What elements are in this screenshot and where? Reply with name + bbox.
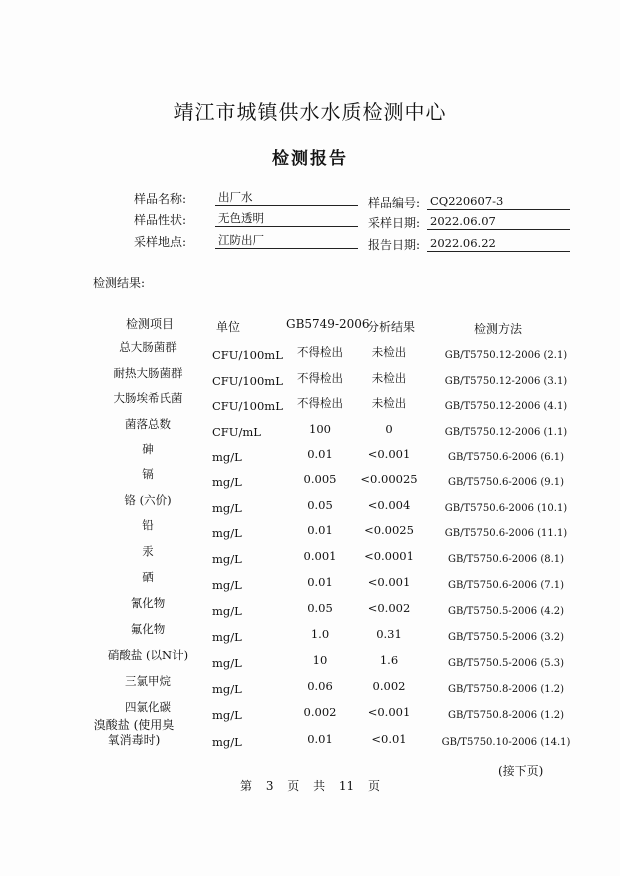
row-item: 菌落总数 xyxy=(125,417,171,431)
row-result: 未检出 xyxy=(371,345,407,359)
row-result: <0.002 xyxy=(367,601,411,615)
row-method: GB/T5750.8-2006 (1.2) xyxy=(447,684,565,695)
row-standard: 0.002 xyxy=(303,705,337,719)
row-result: 0.002 xyxy=(372,679,406,693)
header-standard: GB5749-2006 xyxy=(286,317,370,331)
row-item: 四氯化碳 xyxy=(125,700,171,714)
org-name: 靖江市城镇供水水质检测中心 xyxy=(173,100,447,124)
row-standard: 不得检出 xyxy=(297,396,343,410)
row-unit: mg/L xyxy=(212,578,242,592)
row-standard: 0.01 xyxy=(307,732,333,746)
row-method: GB/T5750.8-2006 (1.2) xyxy=(447,710,565,721)
row-result: 未检出 xyxy=(371,371,407,385)
sample-site-label: 采样地点: xyxy=(133,235,186,249)
sample-name-value: 出厂水 xyxy=(215,190,358,206)
row-unit: mg/L xyxy=(212,735,242,749)
row-item: 铅 xyxy=(142,518,154,532)
row-result: 0 xyxy=(385,422,393,436)
row-result: <0.0025 xyxy=(364,523,414,537)
row-result: 未检出 xyxy=(371,396,407,410)
row-item: 大肠埃希氏菌 xyxy=(113,391,183,405)
row-unit: mg/L xyxy=(212,630,242,644)
row-result: <0.0001 xyxy=(364,549,414,563)
page-number: 第 3 页 共 11 页 xyxy=(240,779,380,793)
row-result: <0.001 xyxy=(367,447,411,461)
results-label: 检测结果: xyxy=(93,276,146,290)
sample-name-label: 样品名称: xyxy=(133,192,186,206)
row-unit: CFU/100mL xyxy=(212,348,283,362)
row-standard: 0.05 xyxy=(307,601,333,615)
row-unit: mg/L xyxy=(212,475,242,489)
row-standard: 0.05 xyxy=(307,498,333,512)
row-method: GB/T5750.12-2006 (4.1) xyxy=(444,401,568,412)
report-title: 检测报告 xyxy=(272,149,348,169)
sample-date-label: 采样日期: xyxy=(367,216,420,230)
row-standard: 0.005 xyxy=(303,472,337,486)
row-method: GB/T5750.6-2006 (11.1) xyxy=(444,528,568,539)
sample-no-value: CQ220607-3 xyxy=(427,194,570,210)
header-result: 分析结果 xyxy=(367,320,416,334)
row-result: <0.004 xyxy=(367,498,411,512)
row-result: <0.01 xyxy=(371,732,407,746)
row-standard: 0.001 xyxy=(303,549,337,563)
row-standard: 0.01 xyxy=(307,523,333,537)
row-item: 氟化物 xyxy=(130,622,166,636)
row-unit: CFU/100mL xyxy=(212,399,283,413)
sample-date-value: 2022.06.07 xyxy=(427,214,570,230)
sample-no-label: 样品编号: xyxy=(367,196,420,210)
row-unit: mg/L xyxy=(212,682,242,696)
row-method: GB/T5750.6-2006 (6.1) xyxy=(447,452,565,463)
row-result: 0.31 xyxy=(376,627,402,641)
row-unit: mg/L xyxy=(212,656,242,670)
row-method: GB/T5750.6-2006 (7.1) xyxy=(447,580,565,591)
sample-state-label: 样品性状: xyxy=(133,213,186,227)
row-method: GB/T5750.6-2006 (10.1) xyxy=(444,503,568,514)
row-standard: 0.01 xyxy=(307,575,333,589)
row-method: GB/T5750.10-2006 (14.1) xyxy=(441,737,571,748)
continued-note: (接下页) xyxy=(498,764,544,778)
row-unit: mg/L xyxy=(212,526,242,540)
row-item: 镉 xyxy=(142,467,154,481)
row-result: <0.001 xyxy=(367,705,411,719)
report-date-label: 报告日期: xyxy=(367,238,420,252)
row-unit: CFU/100mL xyxy=(212,374,283,388)
row-item: 砷 xyxy=(142,442,154,456)
header-unit: 单位 xyxy=(216,320,241,334)
row-standard: 不得检出 xyxy=(297,345,343,359)
row-result: <0.001 xyxy=(367,575,411,589)
header-method: 检测方法 xyxy=(474,322,523,336)
row-unit: CFU/mL xyxy=(212,425,261,439)
row-item: 总大肠菌群 xyxy=(119,340,177,354)
sample-site-value: 江防出厂 xyxy=(215,233,358,249)
row-method: GB/T5750.5-2006 (4.2) xyxy=(447,606,565,617)
row-method: GB/T5750.6-2006 (9.1) xyxy=(447,477,565,488)
row-item: 铬 (六价) xyxy=(124,493,172,507)
row-method: GB/T5750.6-2006 (8.1) xyxy=(447,554,565,565)
row-standard: 0.06 xyxy=(307,679,333,693)
row-standard: 0.01 xyxy=(307,447,333,461)
row-result: <0.00025 xyxy=(360,472,418,486)
row-standard: 不得检出 xyxy=(297,371,343,385)
row-method: GB/T5750.12-2006 (2.1) xyxy=(444,350,568,361)
row-unit: mg/L xyxy=(212,552,242,566)
row-item: 溴酸盐 (使用臭氧消毒时) xyxy=(93,718,175,747)
row-item: 氰化物 xyxy=(130,596,166,610)
row-unit: mg/L xyxy=(212,604,242,618)
row-unit: mg/L xyxy=(212,708,242,722)
row-method: GB/T5750.12-2006 (3.1) xyxy=(444,376,568,387)
row-standard: 1.0 xyxy=(310,627,330,641)
row-standard: 10 xyxy=(312,653,328,667)
report-date-value: 2022.06.22 xyxy=(427,236,570,252)
row-item: 汞 xyxy=(142,544,154,558)
row-result: 1.6 xyxy=(379,653,399,667)
row-item: 硝酸盐 (以N计) xyxy=(107,648,189,662)
row-method: GB/T5750.5-2006 (5.3) xyxy=(447,658,565,669)
row-unit: mg/L xyxy=(212,450,242,464)
row-method: GB/T5750.5-2006 (3.2) xyxy=(447,632,565,643)
header-item: 检测项目 xyxy=(126,317,175,331)
sample-state-value: 无色透明 xyxy=(215,211,358,227)
row-standard: 100 xyxy=(309,422,331,436)
row-item: 三氯甲烷 xyxy=(125,674,171,688)
row-item: 硒 xyxy=(142,570,154,584)
row-item: 耐热大肠菌群 xyxy=(113,366,183,380)
row-method: GB/T5750.12-2006 (1.1) xyxy=(444,427,568,438)
row-unit: mg/L xyxy=(212,501,242,515)
